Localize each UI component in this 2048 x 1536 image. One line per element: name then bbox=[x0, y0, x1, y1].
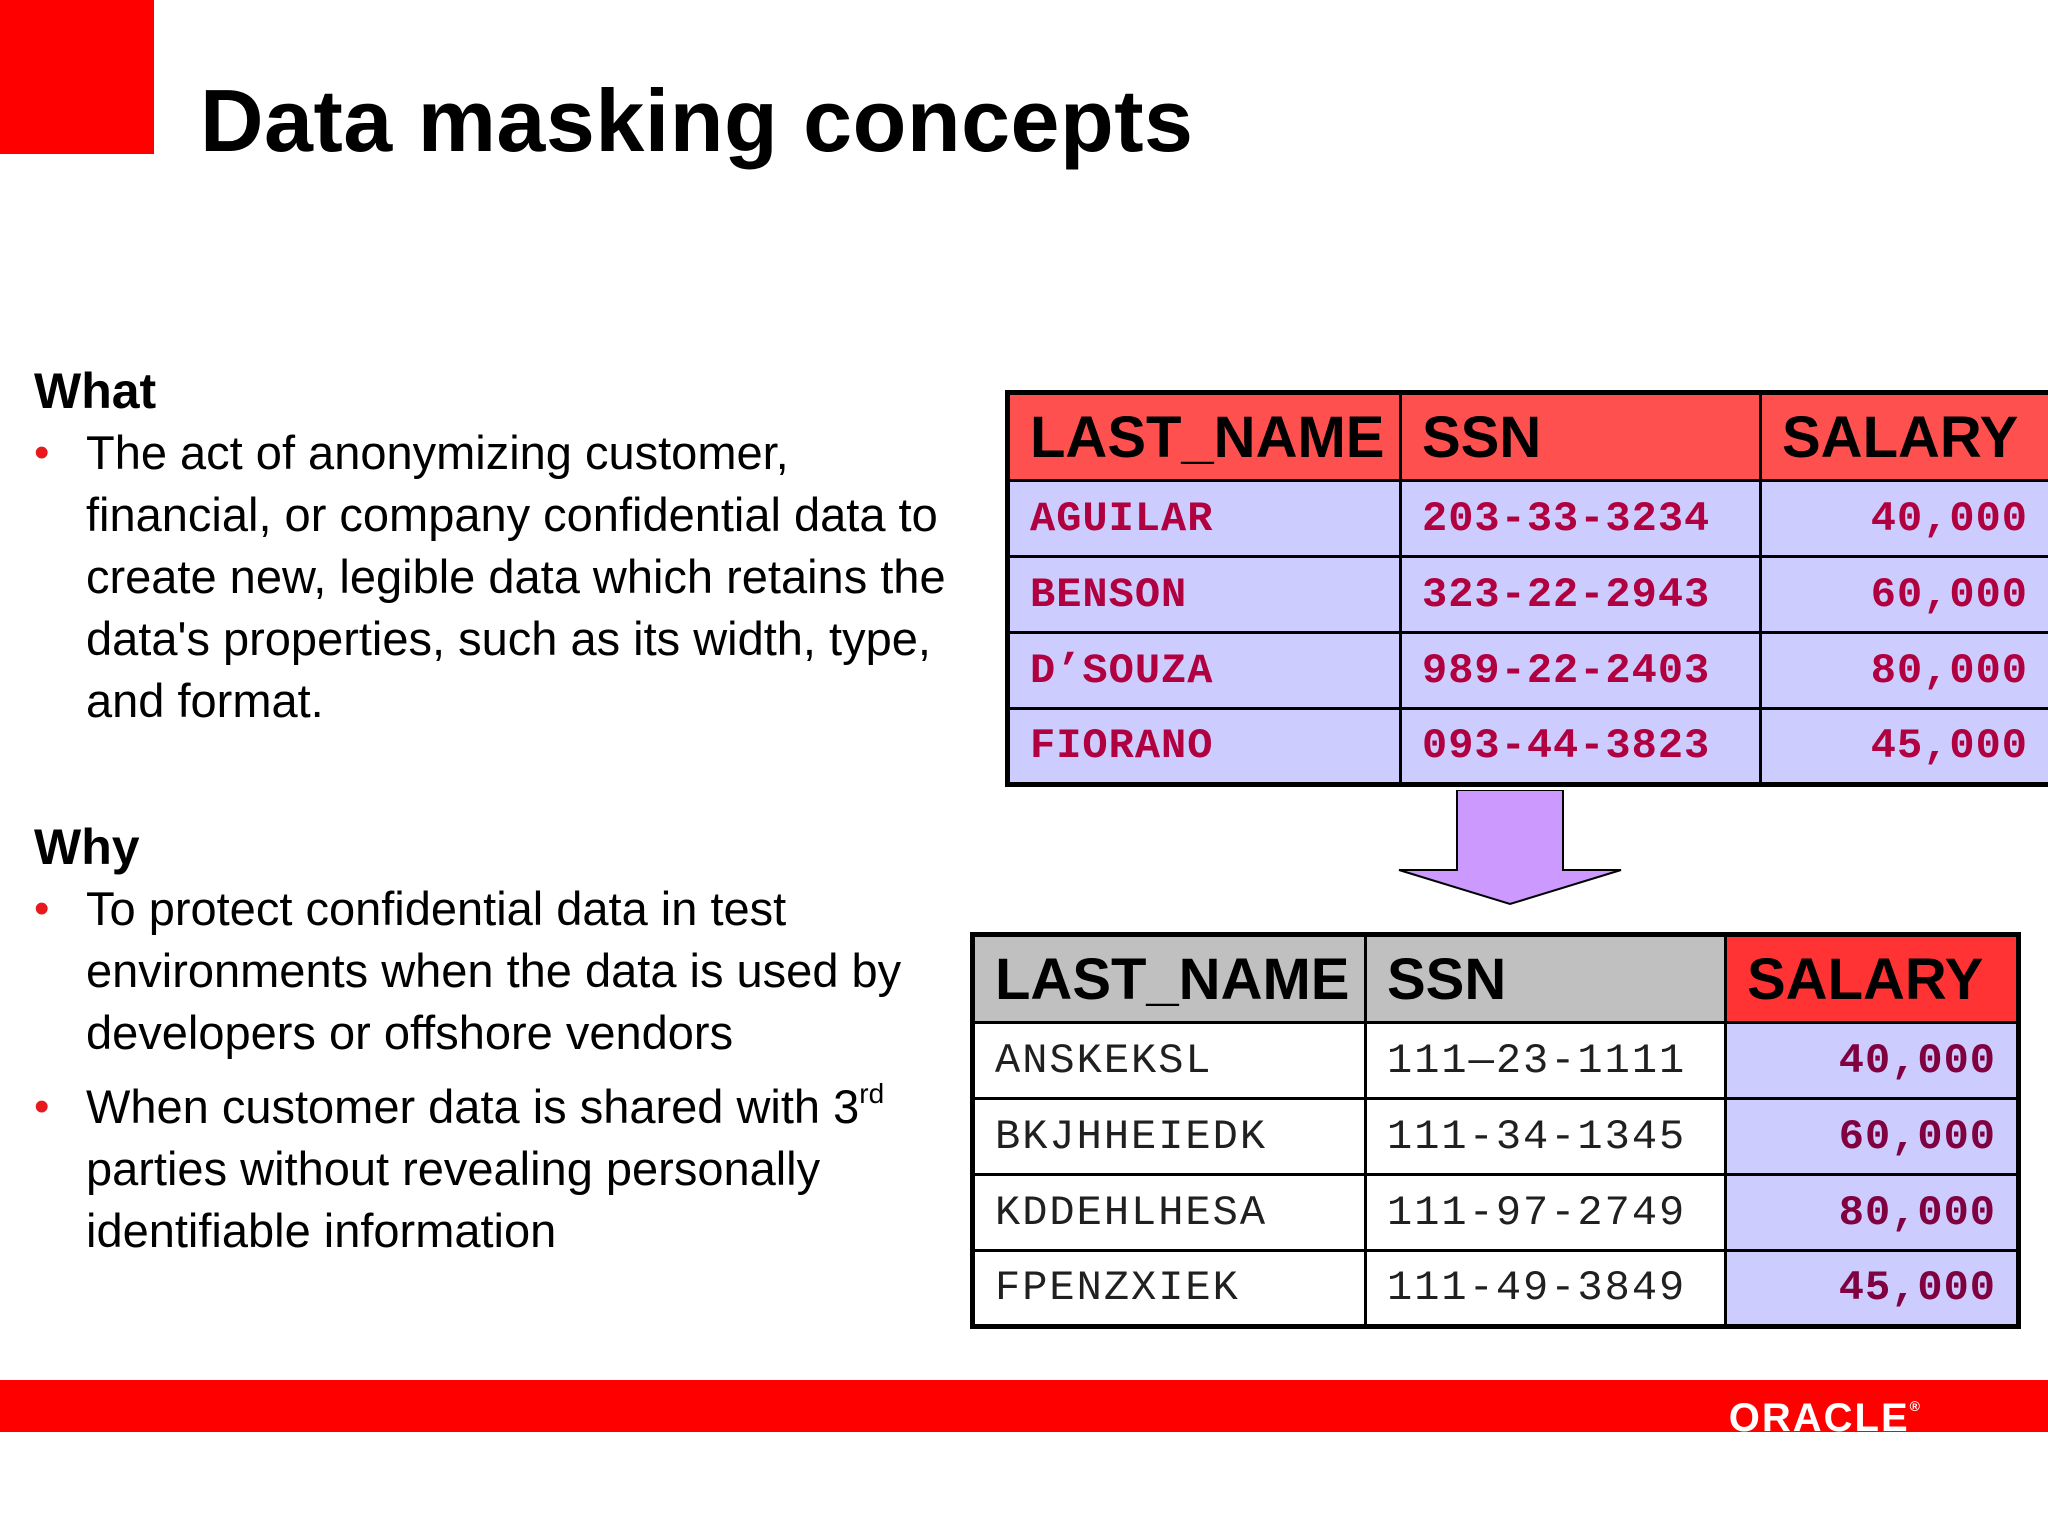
bullet-dot-icon: • bbox=[34, 1082, 50, 1131]
ssn-cell: 989-22-2403 bbox=[1401, 633, 1761, 709]
bullet-dot-icon: • bbox=[34, 428, 50, 477]
salary-cell: 45,000 bbox=[1726, 1251, 2019, 1327]
why-heading: Why bbox=[34, 819, 140, 875]
ssn-cell: 203-33-3234 bbox=[1401, 481, 1761, 557]
last-name-cell: FIORANO bbox=[1008, 709, 1401, 785]
bullet-dot-icon: • bbox=[34, 884, 50, 933]
what-bullets bbox=[34, 422, 964, 732]
what-bullet bbox=[34, 422, 964, 732]
column-header-last-name: LAST_NAME bbox=[1008, 393, 1401, 481]
footer-bar bbox=[0, 1380, 2048, 1440]
last-name-cell: ANSKEKSL bbox=[973, 1023, 1366, 1099]
salary-cell: 60,000 bbox=[1761, 557, 2048, 633]
table-row bbox=[1008, 481, 2048, 557]
table-row bbox=[973, 1099, 2019, 1175]
column-header-salary: SALARY bbox=[1726, 935, 2019, 1023]
ssn-cell: 111-34-1345 bbox=[1366, 1099, 1726, 1175]
table-row bbox=[973, 1175, 2019, 1251]
original-data-table bbox=[1005, 390, 2048, 787]
why-bullet-1-text: To protect confidential data in test environments when the data is used by developers or offshore vendors bbox=[86, 882, 902, 1059]
column-header-last-name: LAST_NAME bbox=[973, 935, 1366, 1023]
salary-cell: 80,000 bbox=[1761, 633, 2048, 709]
why-bullets bbox=[34, 878, 964, 1262]
what-section bbox=[34, 360, 964, 732]
table-row bbox=[973, 1023, 2019, 1099]
salary-cell: 80,000 bbox=[1726, 1175, 2019, 1251]
why-bullet-2 bbox=[34, 1076, 964, 1262]
table-row bbox=[1008, 633, 2048, 709]
slide-title: Data masking concepts bbox=[200, 71, 1194, 170]
column-header-salary: SALARY bbox=[1761, 393, 2048, 481]
ssn-cell: 323-22-2943 bbox=[1401, 557, 1761, 633]
table-row bbox=[1008, 709, 2048, 785]
corner-accent bbox=[0, 0, 154, 154]
what-heading: What bbox=[34, 363, 157, 419]
ssn-cell: 093-44-3823 bbox=[1401, 709, 1761, 785]
why-section bbox=[34, 816, 964, 1262]
down-arrow-icon bbox=[1395, 790, 1625, 906]
last-name-cell: AGUILAR bbox=[1008, 481, 1401, 557]
last-name-cell: BKJHHEIEDK bbox=[973, 1099, 1366, 1175]
last-name-cell: FPENZXIEK bbox=[973, 1251, 1366, 1327]
why-bullet-2-superscript: rd bbox=[859, 1078, 885, 1109]
registered-mark: ® bbox=[1909, 1398, 1920, 1414]
last-name-cell: BENSON bbox=[1008, 557, 1401, 633]
oracle-logo-text: ORACLE bbox=[1728, 1396, 1910, 1440]
salary-cell: 45,000 bbox=[1761, 709, 2048, 785]
salary-cell: 60,000 bbox=[1726, 1099, 2019, 1175]
salary-cell: 40,000 bbox=[1726, 1023, 2019, 1099]
table-header-row bbox=[973, 935, 2019, 1023]
ssn-cell: 111-49-3849 bbox=[1366, 1251, 1726, 1327]
content-column bbox=[34, 360, 964, 1262]
why-bullet-2-text-end: parties without revealing personally identifiable information bbox=[86, 1142, 821, 1257]
table-row bbox=[1008, 557, 2048, 633]
table-row bbox=[973, 1251, 2019, 1327]
oracle-logo bbox=[1729, 1383, 1920, 1441]
column-header-ssn: SSN bbox=[1401, 393, 1761, 481]
masked-data-table bbox=[970, 932, 2021, 1329]
column-header-ssn: SSN bbox=[1366, 935, 1726, 1023]
ssn-cell: 111—23-1111 bbox=[1366, 1023, 1726, 1099]
last-name-cell: D’SOUZA bbox=[1008, 633, 1401, 709]
salary-cell: 40,000 bbox=[1761, 481, 2048, 557]
why-bullet-1 bbox=[34, 878, 964, 1064]
last-name-cell: KDDEHLHESA bbox=[973, 1175, 1366, 1251]
ssn-cell: 111-97-2749 bbox=[1366, 1175, 1726, 1251]
table-header-row bbox=[1008, 393, 2048, 481]
what-bullet-text: The act of anonymizing customer, financial, or company confidential data to create new, legible data which retains the data's properties, such as its width, type, and format. bbox=[86, 426, 946, 727]
why-bullet-2-text-start: When customer data is shared with 3 bbox=[86, 1080, 860, 1133]
